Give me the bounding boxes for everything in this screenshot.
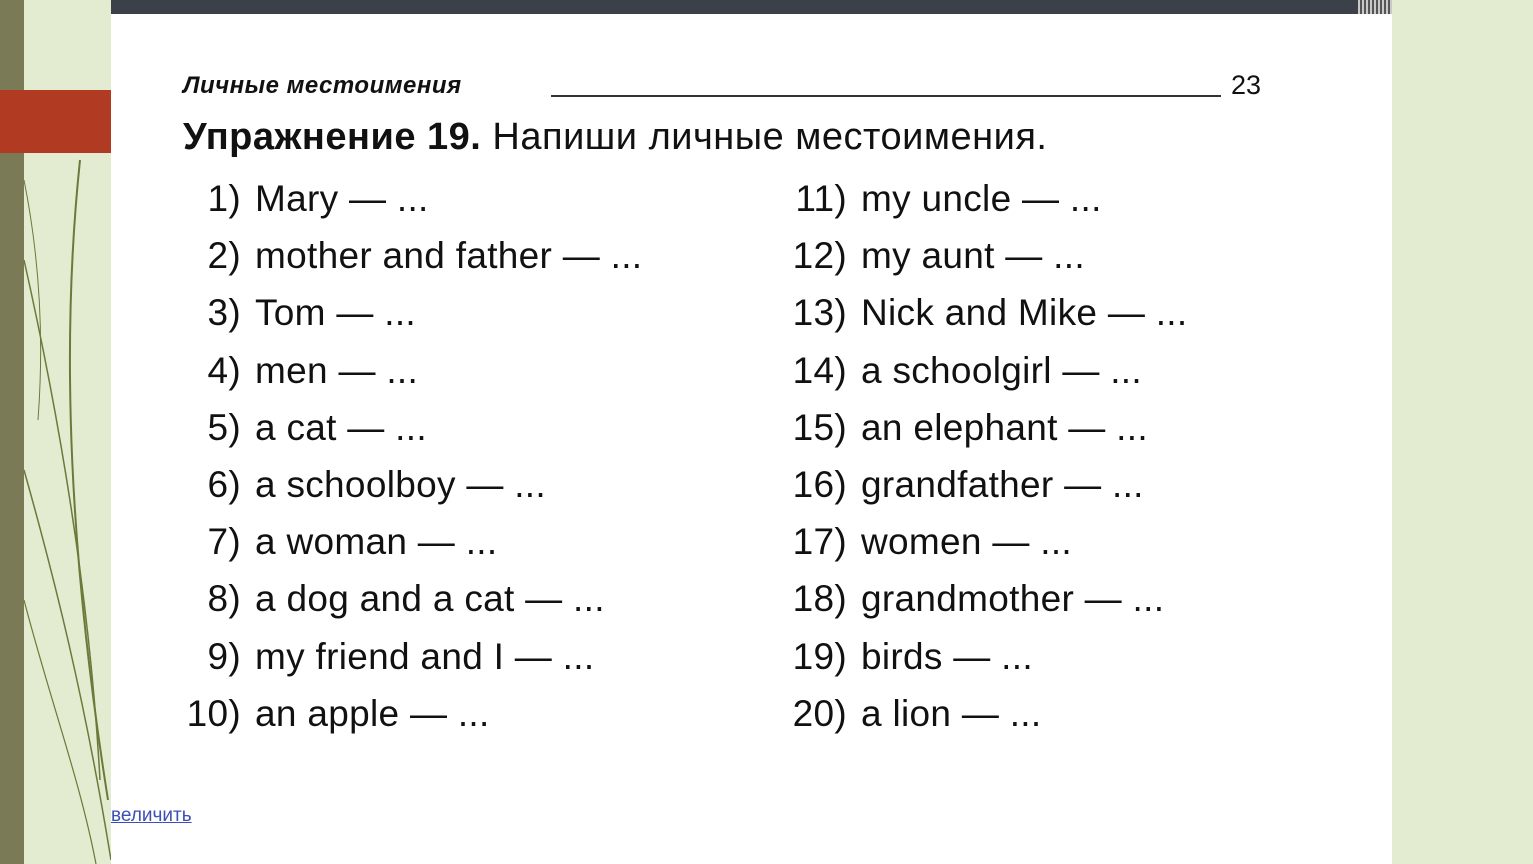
list-item [183, 172, 642, 229]
item-number: 20) [792, 692, 847, 734]
page-header-title: Личные местоимения [183, 72, 462, 99]
header-rule [551, 95, 1221, 97]
item-text: men — ... [255, 349, 419, 391]
list-item [787, 458, 1187, 515]
item-text: a woman — ... [255, 521, 498, 563]
item-text: grandmother — ... [861, 578, 1165, 620]
item-number: 16) [792, 463, 847, 505]
top-bar [111, 0, 1392, 14]
item-text: Nick and Mike — ... [861, 292, 1188, 334]
exercise-list-right [787, 172, 1187, 744]
item-text: my uncle — ... [861, 178, 1102, 219]
item-number: 12) [792, 235, 847, 277]
item-number: 4) [207, 349, 241, 391]
exercise-heading [183, 116, 1047, 159]
textbook-page [111, 0, 1392, 864]
list-item [787, 515, 1187, 572]
exercise-list-left [183, 172, 642, 744]
item-number: 17) [792, 521, 847, 563]
list-item [183, 286, 642, 343]
item-text: a schoolgirl — ... [861, 349, 1142, 391]
item-number: 10) [186, 692, 241, 734]
list-item [787, 344, 1187, 401]
item-number: 7) [207, 521, 241, 563]
item-number: 1) [207, 178, 241, 219]
list-item [183, 630, 642, 687]
item-number: 3) [207, 292, 241, 334]
item-number: 19) [792, 635, 847, 677]
item-number: 6) [207, 463, 241, 505]
item-number: 5) [207, 406, 241, 448]
list-item [787, 286, 1187, 343]
list-item [787, 401, 1187, 458]
item-text: a lion — ... [861, 692, 1042, 734]
item-text: a dog and a cat — ... [255, 578, 605, 620]
list-item [787, 687, 1187, 744]
item-text: birds — ... [861, 635, 1033, 677]
item-number: 9) [207, 635, 241, 677]
item-text: women — ... [861, 521, 1072, 563]
accent-block [0, 90, 111, 153]
item-text: Tom — ... [255, 292, 416, 334]
list-item [183, 572, 642, 629]
list-item [183, 229, 642, 286]
page-number: 23 [1231, 70, 1262, 100]
item-text: Mary — ... [255, 178, 429, 219]
right-decor-panel [1392, 0, 1533, 864]
scroll-grip[interactable] [1358, 0, 1392, 14]
list-item [183, 458, 642, 515]
list-item [183, 515, 642, 572]
item-text: my friend and I — ... [255, 635, 595, 677]
item-number: 18) [792, 578, 847, 620]
item-number: 13) [792, 292, 847, 334]
item-number: 8) [207, 578, 241, 620]
list-item [183, 687, 642, 744]
list-item [183, 401, 642, 458]
item-text: mother and father — ... [255, 235, 643, 277]
item-number: 2) [207, 235, 241, 277]
enlarge-link[interactable]: величить [111, 805, 192, 826]
exercise-instruction: Напиши личные местоимения. [492, 116, 1048, 158]
list-item [787, 630, 1187, 687]
list-item [787, 172, 1187, 229]
item-text: grandfather — ... [861, 463, 1144, 505]
item-number: 15) [792, 406, 847, 448]
list-item [183, 344, 642, 401]
item-number: 14) [792, 349, 847, 391]
item-text: an elephant — ... [861, 406, 1148, 448]
item-text: an apple — ... [255, 692, 490, 734]
item-text: my aunt — ... [861, 235, 1085, 277]
item-text: a schoolboy — ... [255, 463, 546, 505]
item-text: a cat — ... [255, 406, 427, 448]
list-item [787, 229, 1187, 286]
item-number: 11) [795, 178, 847, 219]
exercise-label: Упражнение 19. [183, 116, 482, 158]
list-item [787, 572, 1187, 629]
